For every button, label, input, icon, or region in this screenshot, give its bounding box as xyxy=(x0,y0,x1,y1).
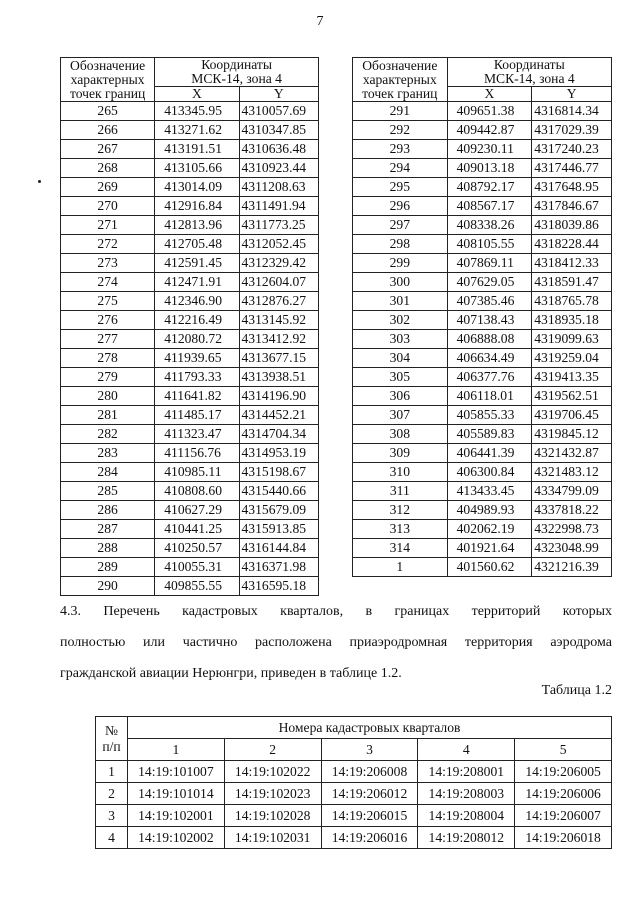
table-cell: 410441.25 xyxy=(155,520,239,539)
table-cell: 14:19:206005 xyxy=(515,761,612,783)
table-cell: 4312604.07 xyxy=(239,273,319,292)
table-cell: 4314452.21 xyxy=(239,406,319,425)
table-cell: 4312052.45 xyxy=(239,235,319,254)
table-cell: 4315913.85 xyxy=(239,520,319,539)
table-row xyxy=(353,216,612,235)
table-cell: 408792.17 xyxy=(447,178,532,197)
table-cell: 412916.84 xyxy=(155,197,239,216)
table-cell: 4334799.09 xyxy=(532,482,612,501)
table-cell: 409442.87 xyxy=(447,121,532,140)
table-cell: 313 xyxy=(353,520,448,539)
paragraph-line: полностью или частично расположена приаэродромная территория аэродрома xyxy=(60,635,612,650)
table-cell: 4311773.25 xyxy=(239,216,319,235)
table-cell: 409855.55 xyxy=(155,577,239,596)
table-cell: 406377.76 xyxy=(447,368,532,387)
table-cell: 411641.82 xyxy=(155,387,239,406)
table-cell: 4 xyxy=(96,827,128,849)
table-cell: 311 xyxy=(353,482,448,501)
table-cell: 412346.90 xyxy=(155,292,239,311)
table-cell: 278 xyxy=(61,349,155,368)
table-cell: 314 xyxy=(353,539,448,558)
table-cell: 4321432.87 xyxy=(532,444,612,463)
table-cell: 413345.95 xyxy=(155,102,239,121)
table-cell: 14:19:101014 xyxy=(128,783,225,805)
table-cell: 4316144.84 xyxy=(239,539,319,558)
table-cell: 297 xyxy=(353,216,448,235)
coordinates-table-left xyxy=(60,57,319,596)
table-cell: 407629.05 xyxy=(447,273,532,292)
table-row xyxy=(61,558,319,577)
table-cell: 4319562.51 xyxy=(532,387,612,406)
table-cell: 410985.11 xyxy=(155,463,239,482)
table-cell: 406118.01 xyxy=(447,387,532,406)
table-cell: 293 xyxy=(353,140,448,159)
table-cell: 410627.29 xyxy=(155,501,239,520)
table-cell: 413014.09 xyxy=(155,178,239,197)
cadastral-title-header: Номера кадастровых кварталов xyxy=(128,717,612,739)
table-cell: 4310057.69 xyxy=(239,102,319,121)
table-cell: 301 xyxy=(353,292,448,311)
table-cell: 4311208.63 xyxy=(239,178,319,197)
table-cell: 266 xyxy=(61,121,155,140)
table-row xyxy=(96,783,612,805)
table-cell: 401560.62 xyxy=(447,558,532,577)
table-cell: 4319706.45 xyxy=(532,406,612,425)
table-cell: 4321216.39 xyxy=(532,558,612,577)
table-row xyxy=(353,368,612,387)
table-row xyxy=(61,159,319,178)
coordinates-table-right xyxy=(352,57,612,577)
column-number-header: 5 xyxy=(515,739,612,761)
coordinates-body-right xyxy=(353,102,612,577)
table-cell: 14:19:208001 xyxy=(418,761,515,783)
table-cell: 282 xyxy=(61,425,155,444)
table-cell: 406634.49 xyxy=(447,349,532,368)
table-cell: 276 xyxy=(61,311,155,330)
table-row xyxy=(61,349,319,368)
table-row xyxy=(353,235,612,254)
table-row xyxy=(353,463,612,482)
table-cell: 14:19:101007 xyxy=(128,761,225,783)
table-cell: 299 xyxy=(353,254,448,273)
point-designation-header: Обозначение характерных точек границ xyxy=(353,58,448,102)
table-cell: 1 xyxy=(353,558,448,577)
table-caption: Таблица 1.2 xyxy=(541,683,612,698)
table-cell: 413191.51 xyxy=(155,140,239,159)
table-row xyxy=(353,330,612,349)
table-cell: 310 xyxy=(353,463,448,482)
table-row xyxy=(96,805,612,827)
section-paragraph xyxy=(60,596,612,689)
table-cell: 2 xyxy=(96,783,128,805)
cadastral-body xyxy=(96,761,612,849)
table-row xyxy=(353,539,612,558)
table-cell: 14:19:206012 xyxy=(321,783,418,805)
table-cell: 4317240.23 xyxy=(532,140,612,159)
table-cell: 413105.66 xyxy=(155,159,239,178)
y-column-header: Y xyxy=(532,87,612,102)
table-row xyxy=(61,254,319,273)
table-cell: 14:19:102031 xyxy=(224,827,321,849)
table-cell: 4319413.35 xyxy=(532,368,612,387)
table-cell: 410055.31 xyxy=(155,558,239,577)
table-cell: 302 xyxy=(353,311,448,330)
table-cell: 4314196.90 xyxy=(239,387,319,406)
table-cell: 4317648.95 xyxy=(532,178,612,197)
table-cell: 4313145.92 xyxy=(239,311,319,330)
table-cell: 4312876.27 xyxy=(239,292,319,311)
table-cell: 411323.47 xyxy=(155,425,239,444)
table-cell: 286 xyxy=(61,501,155,520)
table-cell: 267 xyxy=(61,140,155,159)
table-row xyxy=(353,311,612,330)
table-row xyxy=(353,520,612,539)
table-cell: 14:19:206018 xyxy=(515,827,612,849)
table-row xyxy=(353,425,612,444)
table-cell: 275 xyxy=(61,292,155,311)
table-cell: 412813.96 xyxy=(155,216,239,235)
table-row xyxy=(61,102,319,121)
table-cell: 292 xyxy=(353,121,448,140)
column-number-header: 4 xyxy=(418,739,515,761)
table-cell: 271 xyxy=(61,216,155,235)
cadastral-quarters-table xyxy=(95,716,612,849)
table-cell: 14:19:206007 xyxy=(515,805,612,827)
table-cell: 4318039.86 xyxy=(532,216,612,235)
table-cell: 283 xyxy=(61,444,155,463)
table-row xyxy=(353,254,612,273)
table-row xyxy=(61,539,319,558)
table-cell: 303 xyxy=(353,330,448,349)
table-cell: 4316814.34 xyxy=(532,102,612,121)
table-cell: 295 xyxy=(353,178,448,197)
table-cell: 3 xyxy=(96,805,128,827)
table-cell: 279 xyxy=(61,368,155,387)
table-cell: 411485.17 xyxy=(155,406,239,425)
table-cell: 4315198.67 xyxy=(239,463,319,482)
table-cell: 277 xyxy=(61,330,155,349)
table-row xyxy=(353,482,612,501)
table-cell: 413271.62 xyxy=(155,121,239,140)
table-cell: 4318228.44 xyxy=(532,235,612,254)
table-row xyxy=(61,140,319,159)
table-row xyxy=(353,273,612,292)
table-cell: 291 xyxy=(353,102,448,121)
table-cell: 412591.45 xyxy=(155,254,239,273)
table-cell: 4313938.51 xyxy=(239,368,319,387)
table-cell: 4318591.47 xyxy=(532,273,612,292)
table-cell: 14:19:206015 xyxy=(321,805,418,827)
table-cell: 4315440.66 xyxy=(239,482,319,501)
table-cell: 408105.55 xyxy=(447,235,532,254)
table-row xyxy=(61,368,319,387)
table-cell: 409651.38 xyxy=(447,102,532,121)
table-row xyxy=(353,197,612,216)
table-cell: 409013.18 xyxy=(447,159,532,178)
table-cell: 14:19:208004 xyxy=(418,805,515,827)
table-row xyxy=(61,463,319,482)
table-cell: 304 xyxy=(353,349,448,368)
table-row xyxy=(353,406,612,425)
point-designation-header: Обозначение характерных точек границ xyxy=(61,58,155,102)
table-row xyxy=(353,178,612,197)
table-cell: 413433.45 xyxy=(447,482,532,501)
table-row xyxy=(61,197,319,216)
table-cell: 306 xyxy=(353,387,448,406)
table-cell: 4318765.78 xyxy=(532,292,612,311)
table-cell: 14:19:208003 xyxy=(418,783,515,805)
x-column-header: X xyxy=(447,87,532,102)
table-row xyxy=(353,558,612,577)
table-cell: 4314704.34 xyxy=(239,425,319,444)
x-column-header: X xyxy=(155,87,239,102)
table-cell: 4311491.94 xyxy=(239,197,319,216)
table-cell: 4337818.22 xyxy=(532,501,612,520)
table-cell: 288 xyxy=(61,539,155,558)
table-row xyxy=(353,501,612,520)
table-cell: 298 xyxy=(353,235,448,254)
table-row xyxy=(61,444,319,463)
table-cell: 4312329.42 xyxy=(239,254,319,273)
table-cell: 4310923.44 xyxy=(239,159,319,178)
table-cell: 14:19:102001 xyxy=(128,805,225,827)
table-cell: 307 xyxy=(353,406,448,425)
table-row xyxy=(353,387,612,406)
coordinates-body-left xyxy=(61,102,319,596)
table-cell: 405589.83 xyxy=(447,425,532,444)
table-cell: 412705.48 xyxy=(155,235,239,254)
table-row xyxy=(61,425,319,444)
table-cell: 4316595.18 xyxy=(239,577,319,596)
table-cell: 289 xyxy=(61,558,155,577)
table-cell: 309 xyxy=(353,444,448,463)
paragraph-line: гражданской авиации Нерюнгри, приведен в таблице 1.2. xyxy=(60,666,402,681)
table-cell: 4317846.67 xyxy=(532,197,612,216)
table-cell: 1 xyxy=(96,761,128,783)
y-column-header: Y xyxy=(239,87,319,102)
table-cell: 406888.08 xyxy=(447,330,532,349)
table-row xyxy=(61,330,319,349)
table-row xyxy=(353,159,612,178)
table-cell: 4315679.09 xyxy=(239,501,319,520)
table-cell: 407138.43 xyxy=(447,311,532,330)
coordinates-header: Координаты МСК-14, зона 4 xyxy=(447,58,611,87)
table-row xyxy=(61,121,319,140)
table-cell: 406300.84 xyxy=(447,463,532,482)
table-cell: 280 xyxy=(61,387,155,406)
table-cell: 284 xyxy=(61,463,155,482)
table-cell: 4322998.73 xyxy=(532,520,612,539)
table-cell: 268 xyxy=(61,159,155,178)
table-row xyxy=(61,406,319,425)
table-row xyxy=(61,387,319,406)
column-number-header: 2 xyxy=(224,739,321,761)
table-cell: 269 xyxy=(61,178,155,197)
table-cell: 14:19:206008 xyxy=(321,761,418,783)
table-cell: 4318412.33 xyxy=(532,254,612,273)
table-cell: 14:19:206006 xyxy=(515,783,612,805)
stray-dot xyxy=(38,180,41,183)
table-row xyxy=(96,761,612,783)
table-row xyxy=(61,520,319,539)
column-number-header: 3 xyxy=(321,739,418,761)
table-cell: 410250.57 xyxy=(155,539,239,558)
table-cell: 405855.33 xyxy=(447,406,532,425)
table-cell: 290 xyxy=(61,577,155,596)
table-cell: 272 xyxy=(61,235,155,254)
table-row xyxy=(61,482,319,501)
table-cell: 4310347.85 xyxy=(239,121,319,140)
table-cell: 410808.60 xyxy=(155,482,239,501)
column-number-header: 1 xyxy=(128,739,225,761)
table-cell: 4319099.63 xyxy=(532,330,612,349)
coordinates-header: Координаты МСК-14, зона 4 xyxy=(155,58,319,87)
table-cell: 412080.72 xyxy=(155,330,239,349)
table-row xyxy=(61,235,319,254)
table-cell: 407869.11 xyxy=(447,254,532,273)
table-row xyxy=(61,311,319,330)
table-row xyxy=(61,273,319,292)
table-cell: 411156.76 xyxy=(155,444,239,463)
table-cell: 308 xyxy=(353,425,448,444)
table-row xyxy=(61,216,319,235)
table-cell: 274 xyxy=(61,273,155,292)
table-cell: 412471.91 xyxy=(155,273,239,292)
table-cell: 407385.46 xyxy=(447,292,532,311)
table-cell: 281 xyxy=(61,406,155,425)
table-cell: 411939.65 xyxy=(155,349,239,368)
table-cell: 14:19:208012 xyxy=(418,827,515,849)
page-number: 7 xyxy=(316,14,324,29)
table-row xyxy=(61,178,319,197)
table-row xyxy=(353,121,612,140)
table-cell: 4319259.04 xyxy=(532,349,612,368)
table-cell: 401921.64 xyxy=(447,539,532,558)
table-cell: 4321483.12 xyxy=(532,463,612,482)
table-cell: 14:19:102028 xyxy=(224,805,321,827)
table-cell: 312 xyxy=(353,501,448,520)
table-cell: 4317029.39 xyxy=(532,121,612,140)
table-cell: 4317446.77 xyxy=(532,159,612,178)
table-cell: 4313677.15 xyxy=(239,349,319,368)
table-cell: 404989.93 xyxy=(447,501,532,520)
paragraph-line: 4.3. Перечень кадастровых кварталов, в границах территорий которых xyxy=(60,604,612,619)
table-cell: 402062.19 xyxy=(447,520,532,539)
table-cell: 4310636.48 xyxy=(239,140,319,159)
table-cell: 265 xyxy=(61,102,155,121)
table-row xyxy=(61,501,319,520)
table-cell: 4316371.98 xyxy=(239,558,319,577)
table-cell: 287 xyxy=(61,520,155,539)
table-cell: 14:19:102022 xyxy=(224,761,321,783)
table-cell: 305 xyxy=(353,368,448,387)
table-cell: 4313412.92 xyxy=(239,330,319,349)
table-row xyxy=(353,444,612,463)
table-cell: 296 xyxy=(353,197,448,216)
table-row xyxy=(61,292,319,311)
table-cell: 14:19:206016 xyxy=(321,827,418,849)
table-cell: 273 xyxy=(61,254,155,273)
table-cell: 412216.49 xyxy=(155,311,239,330)
table-row xyxy=(353,349,612,368)
table-cell: 411793.33 xyxy=(155,368,239,387)
table-row xyxy=(96,827,612,849)
row-number-header: № п/п xyxy=(96,717,128,761)
table-cell: 4314953.19 xyxy=(239,444,319,463)
table-cell: 408338.26 xyxy=(447,216,532,235)
table-cell: 14:19:102002 xyxy=(128,827,225,849)
table-cell: 300 xyxy=(353,273,448,292)
table-cell: 408567.17 xyxy=(447,197,532,216)
table-cell: 406441.39 xyxy=(447,444,532,463)
table-cell: 14:19:102023 xyxy=(224,783,321,805)
table-cell: 285 xyxy=(61,482,155,501)
table-cell: 270 xyxy=(61,197,155,216)
table-row xyxy=(353,102,612,121)
table-row xyxy=(61,577,319,596)
table-row xyxy=(353,292,612,311)
table-cell: 4318935.18 xyxy=(532,311,612,330)
table-row xyxy=(353,140,612,159)
table-cell: 4323048.99 xyxy=(532,539,612,558)
table-cell: 4319845.12 xyxy=(532,425,612,444)
table-cell: 409230.11 xyxy=(447,140,532,159)
table-cell: 294 xyxy=(353,159,448,178)
